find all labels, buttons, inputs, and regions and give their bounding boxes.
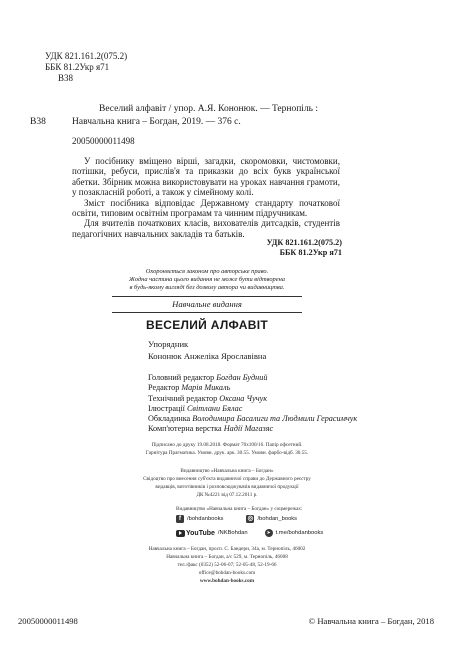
youtube-handle[interactable]: /NKBohdan: [217, 530, 248, 536]
address-line-2: Навчальна книга – Богдан, а/с 529, м. Тернопіль, 46008: [166, 554, 288, 560]
publisher-line-4: ДК №4221 від 07.12.2011 р.: [196, 492, 258, 498]
credits-block: [148, 373, 357, 435]
footer-copyright: © Навчальна книга – Богдан, 2018: [308, 616, 434, 626]
annotation: [72, 156, 340, 239]
biblio-line-1: Веселий алфавіт / упор. А.Я. Кононюк. — Тернопіль :: [99, 104, 319, 114]
biblio-code: В38: [30, 117, 46, 127]
publisher-line-1: Видавництво «Навчальна книга – Богдан»: [180, 468, 274, 474]
compiler-label: Упорядник: [148, 339, 189, 349]
classification-bbk: ББК 81.2Укр я71: [279, 248, 342, 257]
credit-row: Редактор Марія Микаль: [148, 383, 231, 393]
copyright-notice-line-3: в будь-якому вигляді без дозволу автора чи видавництва.: [129, 284, 285, 291]
telegram-handle[interactable]: t.me/bohdanbooks: [275, 530, 324, 536]
annotation-paragraph-1: У посібнику вміщено вірші, загадки, скоромовки, чистомовки, потішки, ребуси, прислів'я та приказки до всіх букв української абетки. Збірник можна використовувати на уроках навчання грамоти, у позакласній роботі, а також у сімейному колі.: [72, 156, 340, 198]
credit-row: Ілюстрації Світлани Бялас: [148, 403, 243, 413]
facebook-icon: f: [176, 515, 184, 523]
social-row-2: [176, 529, 323, 537]
credit-row: Обкладинка Володимира Басалиги та Людмили Герасимчук: [148, 414, 358, 424]
social-row-1: [176, 515, 297, 523]
instagram-handle[interactable]: /bohdan_books: [257, 516, 298, 522]
divider-bottom: [112, 312, 302, 313]
credit-row: Технічний редактор Оксана Чучук: [148, 393, 268, 403]
compiler-name: Кононюк Анжеліка Ярославівна: [148, 351, 267, 361]
address-line-3: тел./факс (0352) 52-06-07; 52-05-48, 52-19-66: [177, 562, 277, 568]
publisher-line-2: Свідоцтво про внесення суб'єкта видавничої справи до Державного реєстру: [143, 476, 311, 482]
divider-top: [112, 296, 302, 297]
biblio-line-2: Навчальна книга – Богдан, 2019. — 376 с.: [72, 117, 241, 127]
classification-udk: УДК 821.161.2(075.2): [266, 238, 342, 247]
header-bbk: ББК 81.2Укр я71: [45, 62, 110, 72]
copyright-notice-line-2: Жодна частина цього видання не може бути відтворена: [129, 276, 285, 283]
address-website[interactable]: www.bohdan-books.com: [199, 578, 255, 584]
youtube-icon: [176, 530, 185, 537]
print-info-line-1: Підписано до друку 19.08.2018. Формат 70х100/16. Папір офсетний.: [151, 442, 303, 448]
facebook-handle[interactable]: /bohdanbooks: [187, 516, 224, 522]
annotation-paragraph-2: Зміст посібника відповідає Державному стандарту початкової освіти, типовим освітнім програмам та чинним підручникам.: [72, 197, 340, 219]
youtube-logo: YouTube: [176, 530, 215, 537]
header-udk: УДК 821.161.2(075.2): [45, 51, 128, 61]
book-title: ВЕСЕЛИЙ АЛФАВІТ: [145, 318, 268, 332]
credit-row: Комп'ютерна верстка Надії Магазяс: [148, 424, 274, 434]
annotation-paragraph-3: Для вчителів початкових класів, вихователів дитсадків, студентів педагогічних навчальних закладів та батьків.: [72, 218, 340, 239]
address-email[interactable]: office@bohdan-books.com: [198, 570, 256, 576]
copyright-notice-line-1: Охороняється законом про авторське право.: [145, 268, 269, 275]
credit-row: Головний редактор Богдан Будний: [148, 373, 268, 382]
header-code: В38: [58, 73, 74, 83]
address-line-1: Навчальна книга – Богдан, просп. С. Бандери, 34а, м. Тернопіль, 46002: [148, 546, 306, 552]
instagram-icon: ◎: [247, 515, 254, 522]
print-info-line-2: Гарнітура Прагматика. Умовн. друк. арк. 30.55. Умовн. фарбо-відб. 30.55.: [145, 450, 309, 456]
edition-type: Навчальне видання: [172, 299, 242, 309]
biblio-isbn: 20050000011498: [72, 136, 135, 146]
publisher-line-3: видавців, виготівників і розповсюджувачів видавничої продукції: [155, 484, 299, 490]
social-intro: Видавництво «Навчальна книга – Богдан» у соцмережах:: [176, 506, 303, 512]
telegram-icon: ➤: [266, 530, 271, 536]
footer-isbn: 20050000011498: [18, 616, 78, 626]
